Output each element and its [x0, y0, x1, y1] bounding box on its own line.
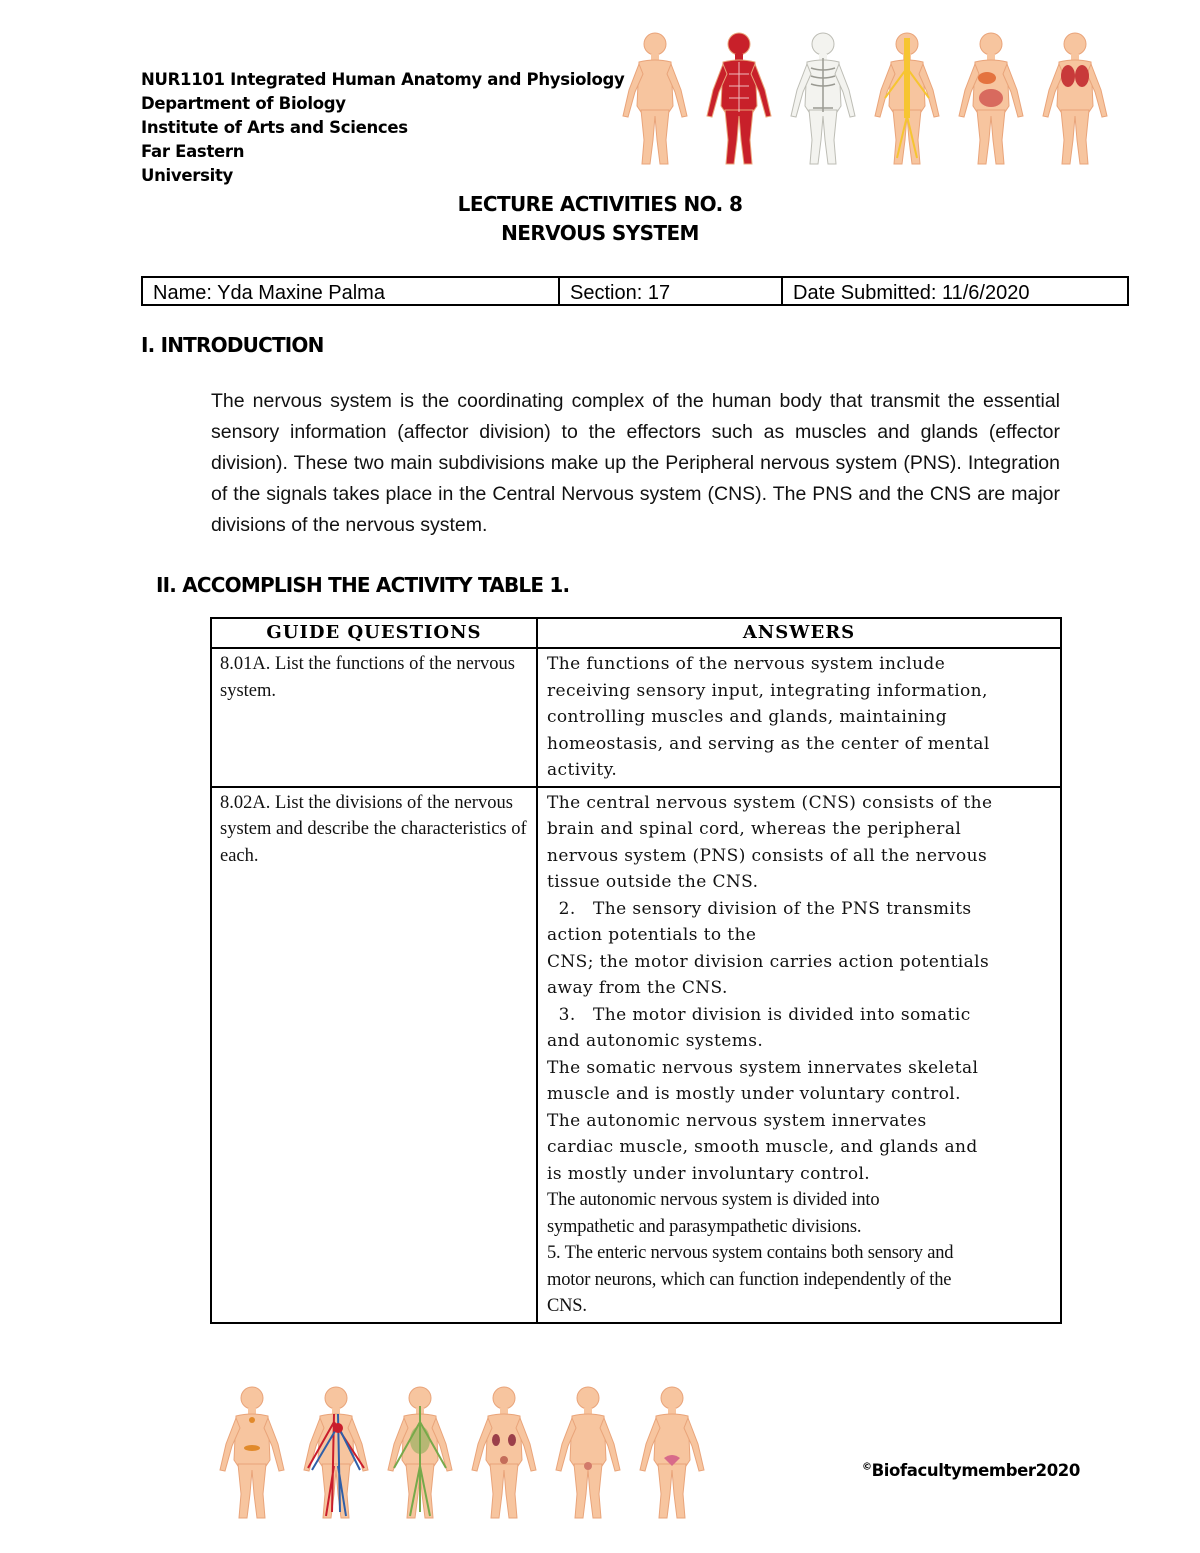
question-cell: 8.02A. List the divisions of the nervous system and describe the characteristics of each. — [211, 787, 537, 1323]
digestive-system-icon — [959, 33, 1023, 164]
table-row — [211, 787, 1061, 1323]
answer-line: activity. — [547, 760, 618, 780]
activity-table — [210, 617, 1062, 1324]
table-row — [211, 648, 1061, 787]
date-submitted: Date Submitted: 11/6/2020 — [793, 282, 1030, 304]
answer-line: The central nervous system (CNS) consists of the — [547, 792, 993, 813]
female-reproductive-icon — [640, 1387, 704, 1518]
answer-line: is mostly under involuntary control. — [547, 1163, 871, 1184]
page-title: LECTURE ACTIVITIES NO. 8 — [457, 192, 743, 216]
answer-line: CNS; the motor division carries action potentials — [547, 951, 990, 972]
endocrine-system-icon — [220, 1387, 284, 1518]
institute: Institute of Arts and Sciences — [141, 118, 408, 137]
lymphatic-system-icon — [388, 1387, 452, 1518]
answer-cell — [537, 787, 1061, 1323]
department: Department of Biology — [141, 94, 346, 113]
student-name: Name: Yda Maxine Palma — [143, 278, 560, 304]
answer-line: homeostasis, and serving as the center of mental — [547, 733, 990, 754]
page-subtitle: NERVOUS SYSTEM — [501, 221, 699, 245]
answer-cell — [537, 648, 1061, 787]
university-line2: University — [141, 166, 234, 185]
answer-line: muscle and is mostly under voluntary control. — [547, 1084, 961, 1104]
answer-line: motor neurons, which can function independently of the — [547, 1269, 952, 1290]
answer-line: The somatic nervous system innervates skeletal — [547, 1057, 979, 1078]
male-reproductive-icon — [556, 1387, 620, 1518]
answer-line: away from the CNS. — [547, 978, 728, 998]
introduction-heading: I. INTRODUCTION — [141, 333, 324, 357]
answer-line: nervous system (PNS) consists of all the nervous — [547, 845, 988, 866]
header-info — [141, 68, 625, 188]
answer-line: CNS. — [547, 1296, 587, 1316]
answer-line: sympathetic and parasympathetic divisions. — [547, 1216, 862, 1237]
answer-line: The functions of the nervous system include — [547, 654, 946, 674]
course-title: NUR1101 Integrated Human Anatomy and Physiology — [141, 70, 625, 89]
student-section: Section: 17 — [560, 278, 783, 304]
copyright-notice — [862, 1461, 1080, 1480]
top-body-systems-illustration — [615, 26, 1125, 171]
university-line1: Far Eastern — [141, 142, 245, 161]
answer-line: receiving sensory input, integrating information, — [547, 680, 988, 701]
skeletal-system-icon — [791, 33, 855, 164]
copyright-symbol: © — [862, 1461, 872, 1473]
bottom-body-systems-illustration — [212, 1380, 722, 1525]
answer-line: 3. The motor division is divided into somatic — [547, 1004, 971, 1025]
introduction-text: The nervous system is the coordinating complex of the human body that transmit the essential sensory information (affector division) to the effectors such as muscles and glands (effector division). These two main subdivisions make up the Peripheral nervous system (PNS). Integration of the signals takes place in the Central Nervous system (CNS). The PNS and the CNS are major divisions of the nervous system. — [211, 390, 1060, 536]
respiratory-system-icon — [1043, 33, 1107, 164]
copyright-text: Biofacultymember2020 — [871, 1461, 1080, 1480]
muscular-system-icon — [707, 33, 771, 164]
answer-line: cardiac muscle, smooth muscle, and glands and — [547, 1137, 978, 1157]
answer-line: and autonomic systems. — [547, 1031, 764, 1051]
body-icon — [623, 33, 687, 164]
urinary-system-icon — [472, 1387, 536, 1518]
question-cell: 8.01A. List the functions of the nervous system. — [211, 648, 537, 787]
guide-questions-header: GUIDE QUESTIONS — [211, 618, 537, 648]
answer-line: brain and spinal cord, whereas the peripheral — [547, 819, 962, 839]
activity-heading: II. ACCOMPLISH THE ACTIVITY TABLE 1. — [156, 573, 570, 597]
answer-line: The autonomic nervous system innervates — [547, 1110, 927, 1131]
nervous-system-icon — [875, 33, 939, 164]
answer-line: action potentials to the — [547, 925, 757, 945]
answer-line: The autonomic nervous system is divided into — [547, 1190, 880, 1210]
answers-header: ANSWERS — [537, 618, 1061, 648]
answer-line: 2. The sensory division of the PNS transmits — [547, 898, 972, 919]
student-info-table — [141, 276, 1129, 306]
circulatory-system-icon — [304, 1387, 368, 1518]
answer-line: tissue outside the CNS. — [547, 872, 759, 892]
table-header-row — [211, 618, 1061, 648]
answer-line: 5. The enteric nervous system contains both sensory and — [547, 1243, 954, 1263]
answer-line: controlling muscles and glands, maintaining — [547, 707, 948, 727]
